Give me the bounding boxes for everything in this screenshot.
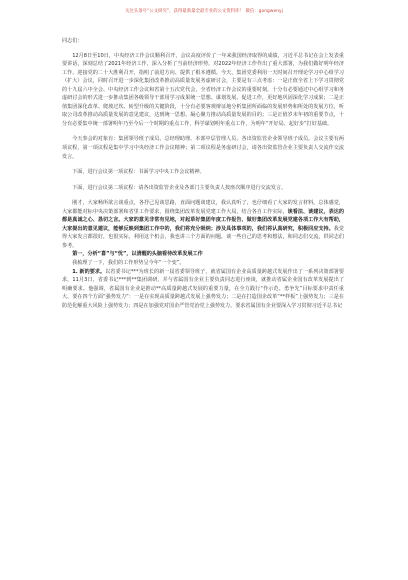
document-body (62, 37, 344, 310)
section-heading-1: 第一，分析“喜”与“忧”，以清醒的头脑看待改革发展工作 (72, 251, 203, 258)
salutation: 同志们： (62, 38, 83, 44)
paragraph-summary (62, 199, 344, 250)
paragraph-new-requirement (62, 268, 344, 311)
new-requirement-text: 以省委书记***为班长的新一届省委领导班子，就省属国有企业高质量跨越式发展作出了一系列决策部署要求，11月3日，省委书记***到**集团调研，并与省属国有企业主要负责同志进行座谈，就推动省属企业国有改革发展提出了明确要求。他强调，省属国有企业是推动**高质量跨越式发展的重要力量，在全力践行“作示范、勇争先”目标要求中责任重大、要在四个方面“强势发力”：一是在实现高质量跨越式发展上强势发力；二是在打造国企改革“**样板”上强势发力；三是在防范化解重大风险上强势发力；四是在加强党对国企严管党治党上强势发力。要求省属国有企业要深入学习贯彻习近平总书记 (62, 268, 344, 309)
summary-part-2: 我觉得大家发言都很好，也很实际，利用这个机会，我也讲三个方面的问题，谈一些自己的思考和想法，和同志们交流，供同志们参考。 (62, 225, 344, 249)
subheading-new-requirement: 1. 新的要求。 (72, 268, 106, 275)
banner-text: 关注头条号“公文研究”，获得最新最全最专业的公文资料库！ 微信：gongwenyj (125, 9, 283, 14)
summary-part-1: 刚才，大家畅所欲言谈重点，各抒己见谈思路，直面问题谈建议，我认真听了，也仔细看了大家的发言材料。总体感觉，大家都能对标中央决策部署和省里工作要求，围绕集团改革发展党建工作大局，结合各自工作实际， (62, 200, 344, 215)
paragraph-trend: 我梳理了一下，我们的工作形势呈今年“一个变”。 (72, 260, 185, 267)
summary-part-bold: 谈看法、谈建议，表达的都是真诚之心、恳切之言。大家的意见非常有见地，对起草好集团年度工作报告、做好集团改革发展党建各项工作大有帮助，大家提出的意见建议，能够反映到集团工作中的，我们将充分吸纳；涉及具体事项的，我们将认真研究，积极回应支持。 (62, 208, 344, 232)
paragraph-agenda-2: 下面，进行会议第二项议程：请各出资监管企业及各部门主要负责人按座次顺序进行交流发言。 (72, 184, 287, 191)
paragraph-attendees: 今天参会的对象有：集团领导班子成员、总经理助理、本部中层管理人员、各出资监管企业领导班子成员。会议主要有两项议程，第一项议程是集中学习中央经济工作会议精神；第二项议程是务虚研讨会，请各出资监管企业主要负责人交流作交流发言。 (62, 136, 344, 160)
top-banner (68, 0, 340, 22)
paragraph-intro: 12月8日至10日，中央经济工作会议顺利召开，会议高度评价了一年来我国经济取得的成绩，习近平总书记在会上发表重要讲话，深刻总结了2021年经济工作，深入分析了当前经济形势，对2022年经济工作作出了重大部署，为我们做好明年经济工作、迎接党的二十大胜利召开，指明了前进方向、提供了根本遵循。今天，集团党委利用一天时间召开理论学习中心组学习（扩大）会议，同时召开进一步深化集团改革推动高质量发展务虚研讨会，主要是有三点考虑：一是正值全省上下学习贯彻党的十九届六中全会、中央经济工作会议和省第十五次党代会，全省经济工作会议的重要时刻，十分有必要通过中心组学习和务虚研讨会的形式进一步推动集团各级领导干部用学习成果统一思想、谋划发展、促进工作，更好地巩固深化学习成果；二是正值集团深化改革、爬坡过坎、转型升级的关键阶段，十分有必要客观辩证地分析集团所面临的发展形势和所处的发展方位，听取公司改革推动高质量发展的意见建议，达到统一思想、凝心聚力推动高质量发展的目的；三是正值岁末年初的重要节点，十分有必要集中统一部署明年乃至今后一个时期的重点工作，科学谋划明年重点工作，为明年“开好局、起好步”打好基础。 (62, 52, 344, 127)
paragraph-agenda-1: 下面，进行会议第一项议程：书面学习中央工作会议精神。 (72, 169, 205, 176)
